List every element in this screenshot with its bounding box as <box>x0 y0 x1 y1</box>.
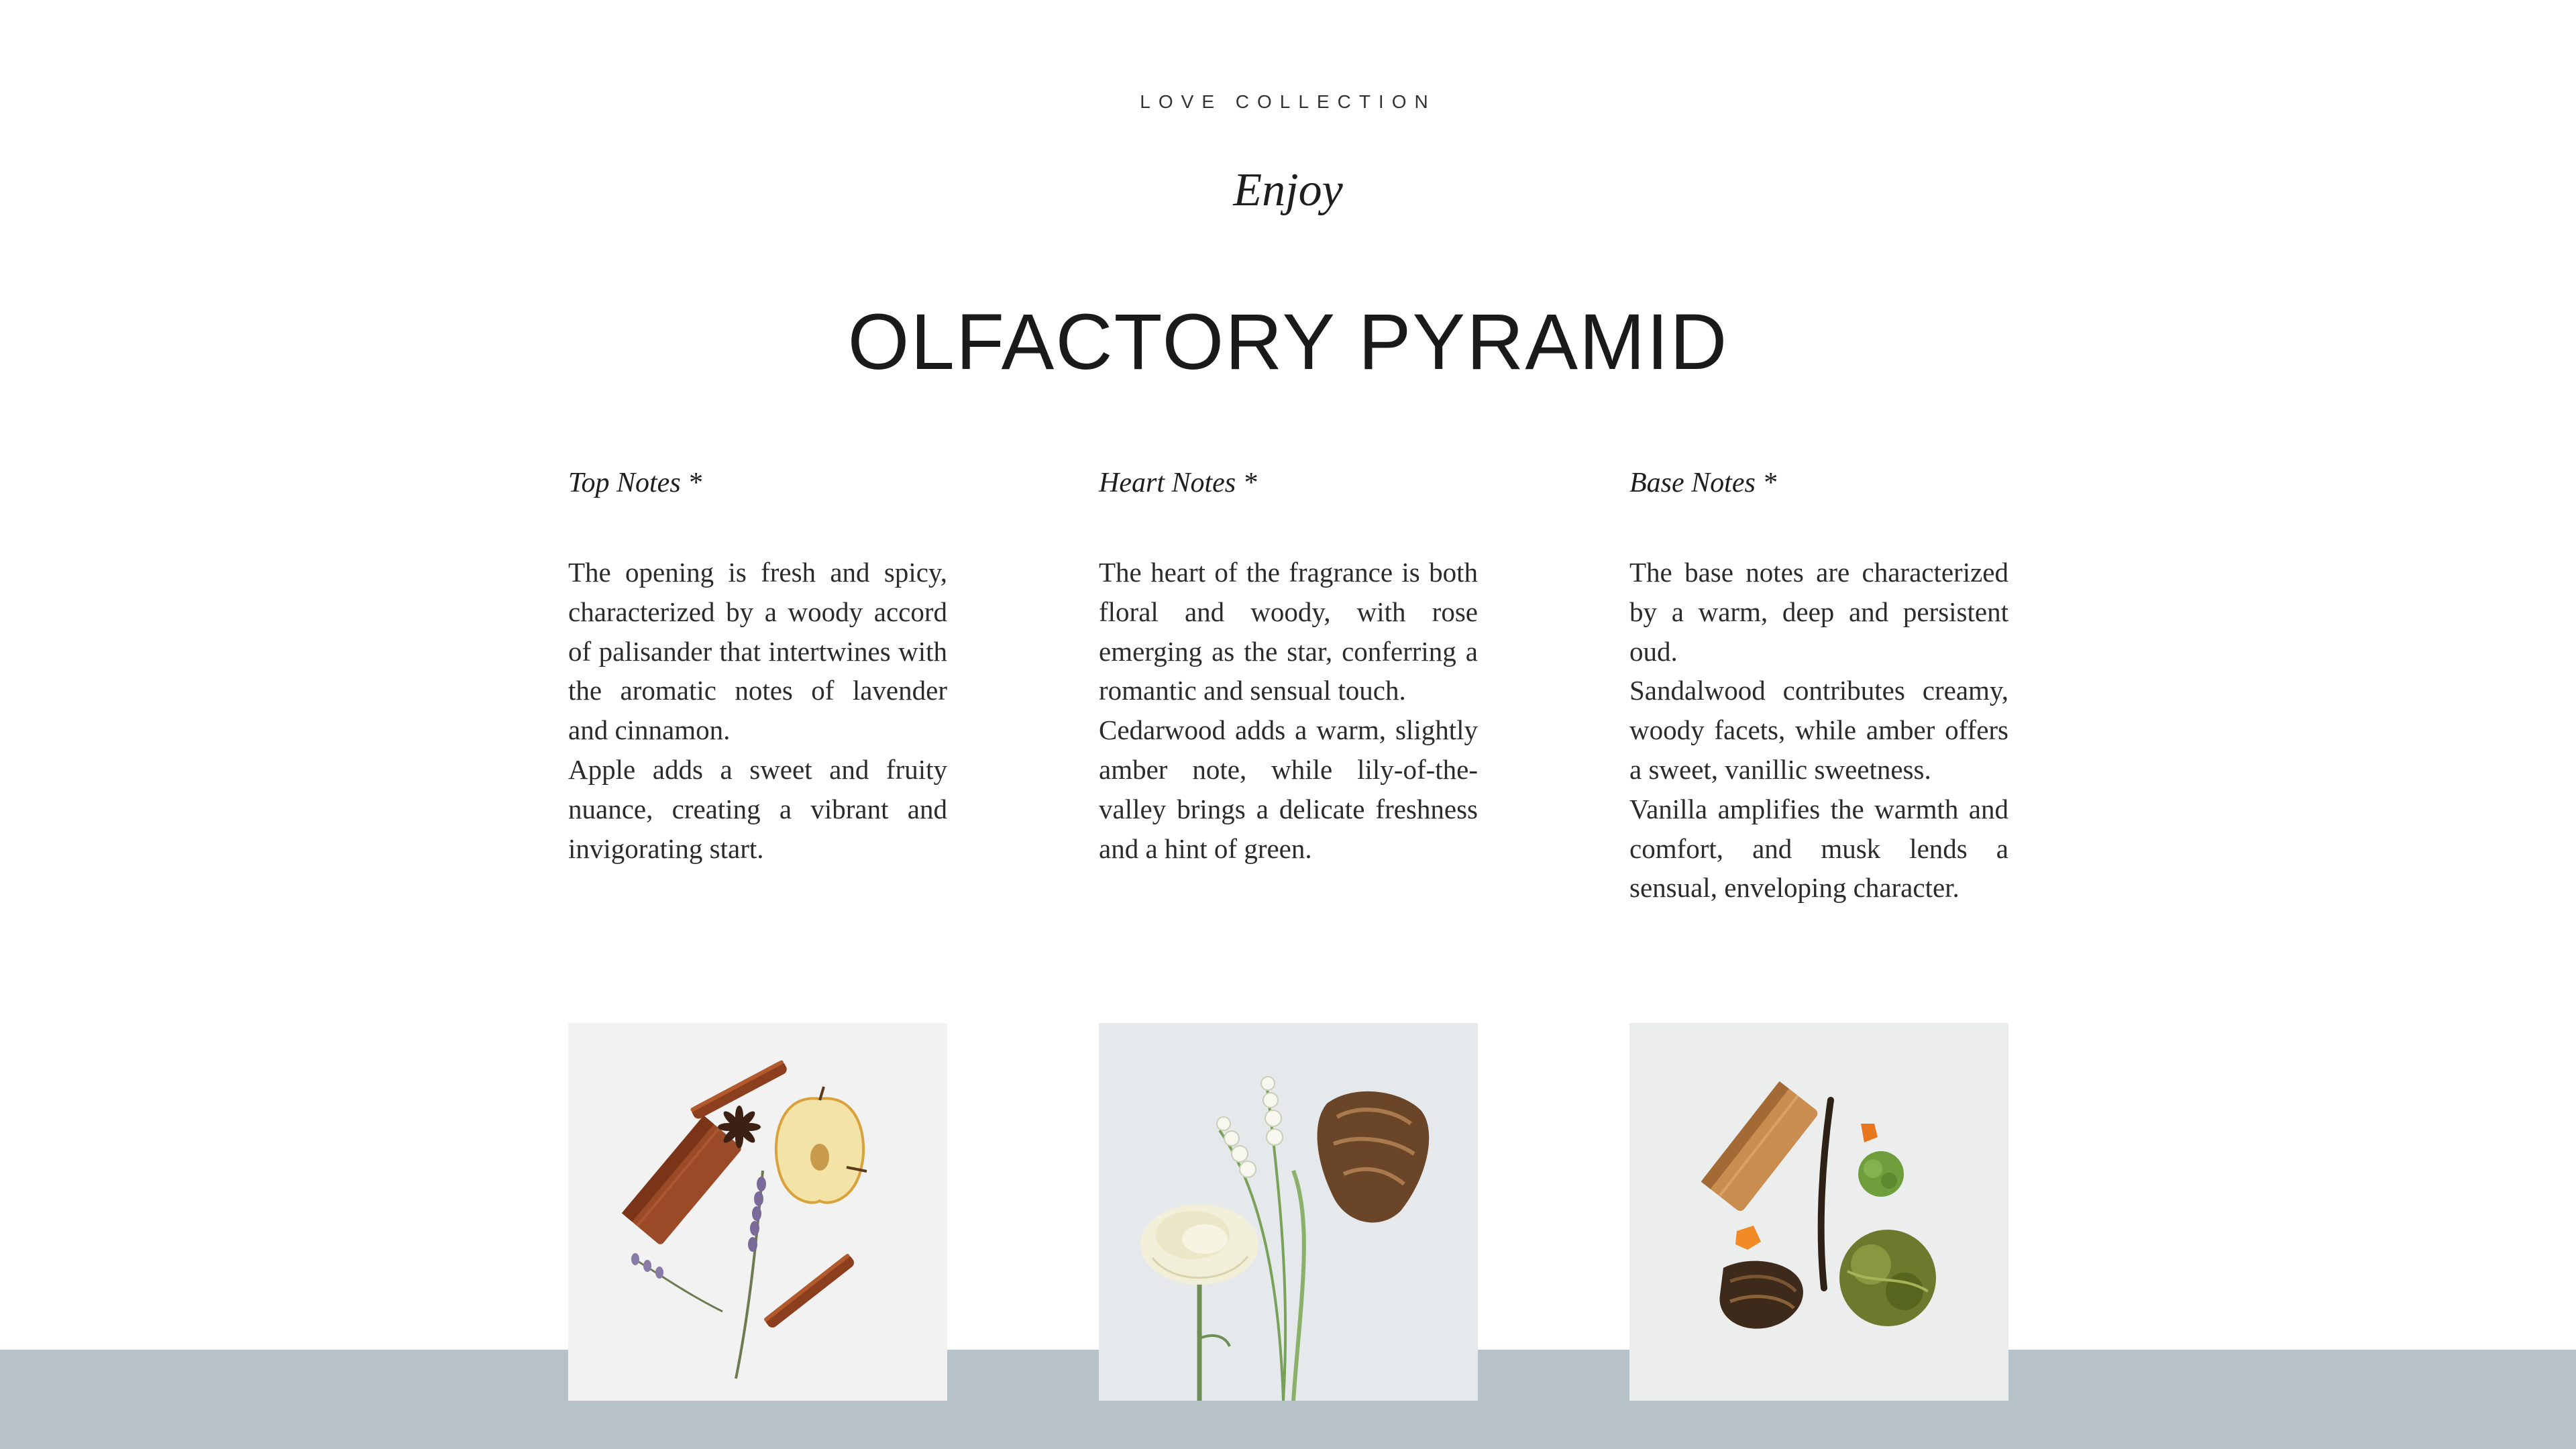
top-notes-image <box>568 1023 947 1401</box>
base-notes-paragraph: Vanilla amplifies the warmth and comfort, and musk lends a sensual, enveloping character. <box>1629 793 2008 904</box>
heart-notes-text <box>1099 553 1478 868</box>
heart-notes-column <box>1099 463 1478 868</box>
heart-notes-paragraph: Cedarwood adds a warm, slightly amber note, while lily-of-the-valley brings a delicate freshness and a hint of green. <box>1099 714 1478 864</box>
top-notes-heading: Top Notes * <box>568 468 702 498</box>
base-notes-image <box>1629 1023 2008 1401</box>
top-notes-text <box>568 553 947 868</box>
base-notes-paragraph: The base notes are characterized by a warm, deep and persistent oud. <box>1629 557 2008 667</box>
base-notes-paragraph: Sandalwood contributes creamy, woody facets, while amber offers a sweet, vanillic sweetness. <box>1629 675 2008 785</box>
page-title: OLFACTORY PYRAMID <box>847 298 1729 386</box>
heart-notes-heading: Heart Notes * <box>1099 468 1257 498</box>
oud-sandalwood-amber-vanilla-moss-photo-icon <box>1629 1023 2008 1401</box>
rose-lily-cedarwood-photo-icon <box>1099 1023 1478 1401</box>
top-notes-paragraph: The opening is fresh and spicy, characterized by a woody accord of palisander that intertwines with the aromatic notes of lavender and cinnamon. <box>568 557 947 746</box>
base-notes-text <box>1629 553 2008 908</box>
collection-kicker: LOVE COLLECTION <box>1140 91 1436 112</box>
page-subtitle: Enjoy <box>1233 164 1343 216</box>
heart-notes-image <box>1099 1023 1478 1401</box>
base-notes-heading: Base Notes * <box>1629 468 1777 498</box>
base-notes-column <box>1629 463 2008 908</box>
top-notes-column <box>568 463 947 868</box>
top-notes-paragraph: Apple adds a sweet and fruity nuance, creating a vibrant and invigorating start. <box>568 753 947 864</box>
heart-notes-paragraph: The heart of the fragrance is both floral and woody, with rose emerging as the star, conferring a romantic and sensual touch. <box>1099 557 1478 706</box>
apple-cinnamon-lavender-palisander-photo-icon <box>568 1023 947 1401</box>
